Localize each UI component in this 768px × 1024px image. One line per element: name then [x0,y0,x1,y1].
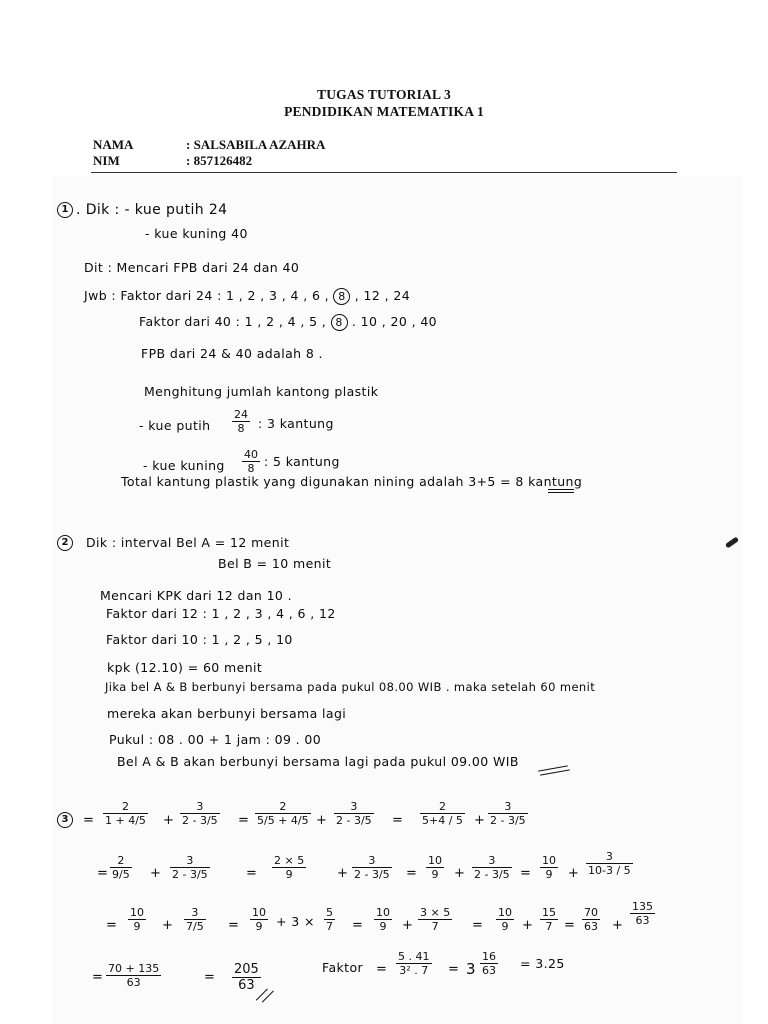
fraction-denominator: 2 - 3/5 [354,868,390,882]
fraction-denominator: 7/5 [186,920,204,934]
equals-sign: = [246,866,257,881]
fraction-denominator: 9 [431,868,439,882]
equals-sign: = [520,866,531,881]
plus-sign: + [150,866,161,881]
q1-dik-line: . Dik : - kue putih 24 [76,202,228,218]
fraction-denominator: 2 - 3/5 [490,814,526,828]
fraction-denominator: 2 - 3/5 [336,814,372,828]
q1-dik-line-2: - kue kuning 40 [145,226,248,241]
fraction [103,800,148,827]
equals-sign: = [564,918,575,933]
fraction-numerator: 24 [234,408,248,421]
fraction [184,906,206,933]
fraction-numerator: 5 [326,906,333,919]
q1-kue-kuning-label: - kue kuning [143,458,225,473]
fraction [255,800,311,827]
q2-pukul-line: Pukul : 08 . 00 + 1 jam : 09 . 00 [109,732,322,747]
fraction [540,854,558,881]
fraction [352,854,392,881]
q1-faktor-24-rest: , 12 , 24 [354,288,411,303]
fraction-denominator: 63 [238,978,255,994]
fraction-numerator: 10 [376,906,390,919]
fraction-numerator: 70 + 135 [108,962,160,975]
fraction-denominator: 8 [237,422,245,436]
fraction-numerator: 2 [117,854,125,867]
equals-sign: = [228,918,239,933]
q1-menghitung: Menghitung jumlah kantong plastik [144,384,379,399]
fraction-denominator: 2 - 3/5 [172,868,208,882]
fraction-denominator: 2 - 3/5 [474,868,510,882]
header-rule [91,172,677,173]
fraction [480,950,498,977]
equals-sign: = [352,918,363,933]
plus-sign: + [474,813,485,828]
fraction-numerator: 15 [542,906,556,919]
fraction [586,850,633,877]
fraction [334,800,374,827]
q2-dik-line: Dik : interval Bel A = 12 menit [86,535,290,550]
fraction-numerator: 10 [428,854,442,867]
q1-fpb-result: FPB dari 24 & 40 adalah 8 . [141,346,323,361]
q2-bel-line: Bel A & B akan berbunyi bersama lagi pada pukul 09.00 WIB [117,754,519,769]
nim-value: : 857126482 [186,153,253,168]
mixed-whole: 3 [466,960,476,978]
fraction-denominator: 8 [247,462,255,476]
fraction [418,906,452,933]
fraction-numerator: 10 [498,906,512,919]
equals-sign: = [448,962,459,977]
fraction-numerator: 2 [438,800,446,813]
fraction-numerator: 2 [279,800,287,813]
fraction [250,906,268,933]
equals-sign: = [376,962,387,977]
fraction-24-8 [232,408,250,435]
equals-sign: = [92,970,103,985]
fraction-40-8 [242,448,260,475]
fraction [582,906,600,933]
nama-value: : SALSABILA AZAHRA [186,137,326,152]
q2-mereka-line: mereka akan berbunyi bersama lagi [107,706,347,721]
equals-sign: = [97,866,108,881]
plus-sign: + [522,918,533,933]
document-title: TUGAS TUTORIAL 3 [317,87,451,102]
plus-sign: + [612,918,623,933]
fraction-numerator: 2 [121,800,129,813]
equals-sign: = [204,970,215,985]
answer-underline-2 [548,492,574,493]
fraction-denominator: 63 [482,964,496,978]
fraction-numerator: 10 [130,906,144,919]
answer-underline [548,489,574,490]
q2-jika-line: Jika bel A & B berbunyi bersama pada pukul 08.00 WIB . maka setelah 60 menit [105,680,596,694]
fraction [324,906,335,933]
document-subtitle: PENDIDIKAN MATEMATIKA 1 [284,104,484,119]
decimal-result: = 3.25 [520,956,565,971]
fraction-denominator: 5+4 / 5 [422,814,463,828]
fraction-denominator: 3² . 7 [399,964,429,978]
fraction-numerator: 10 [252,906,266,919]
q1-kue-putih-result: : 3 kantung [258,416,334,431]
faktor-label: Faktor [322,960,364,975]
fraction-numerator: 3 × 5 [420,906,451,919]
fraction-numerator: 3 [368,854,376,867]
fraction-denominator: 63 [584,920,598,934]
fraction [426,854,444,881]
q2-faktor-12: Faktor dari 12 : 1 , 2 , 3 , 4 , 6 , 12 [106,606,336,621]
fraction-denominator: 9 [545,868,553,882]
q1-faktor-24-text: Jwb : Faktor dari 24 : 1 , 2 , 3 , 4 , 6 , [84,288,330,303]
fraction-numerator: 5 . 41 [398,950,430,963]
plus-sign: + [568,866,579,881]
fraction-numerator: 3 [191,906,199,919]
q1-faktor-40-text: Faktor dari 40 : 1 , 2 , 4 , 5 , [139,314,327,329]
q1-dit-line: Dit : Mencari FPB dari 24 dan 40 [84,260,300,275]
q1-kue-putih-label: - kue putih [139,418,211,433]
q1-faktor-40 [139,314,437,331]
nama-label: NAMA [93,137,134,152]
fraction [630,900,655,927]
fraction [272,854,306,881]
question-number-1: 1 [57,202,73,218]
fraction [128,906,146,933]
fraction [170,854,210,881]
fraction [496,906,514,933]
q1-faktor-24 [84,288,410,305]
fraction [232,962,261,993]
fraction-numerator: 70 [584,906,598,919]
fraction-denominator: 9 [133,920,141,934]
plus-sign: + [162,918,173,933]
fraction-denominator: 9 [285,868,293,882]
fraction [110,854,132,881]
plus-sign: + [337,866,348,881]
fraction-numerator: 16 [482,950,496,963]
q1-total-line: Total kantung plastik yang digunakan nining adalah 3+5 = 8 kantung [121,474,583,489]
plus-sign: + [454,866,465,881]
fraction-denominator: 7 [326,920,333,934]
fraction-numerator: 205 [234,962,259,977]
fraction-numerator: 3 [196,800,204,813]
fraction-denominator: 1 + 4/5 [105,814,146,828]
equals-sign: = [472,918,483,933]
q2-mencari-kpk: Mencari KPK dari 12 dan 10 . [100,588,293,603]
question-number-3: 3 [57,812,73,828]
q2-kpk-result: kpk (12.10) = 60 menit [107,660,263,675]
q1-kue-kuning-result: : 5 kantung [264,454,340,469]
fraction [374,906,392,933]
q2-dik-line-2: Bel B = 10 menit [218,556,332,571]
fraction-denominator: 63 [126,976,141,990]
fraction-denominator: 10-3 / 5 [588,864,631,878]
plus-sign: + [402,918,413,933]
fraction-denominator: 9/5 [112,868,130,882]
fraction-denominator: 7 [545,920,553,934]
equals-sign: = [392,813,403,828]
fraction-denominator: 9 [255,920,263,934]
fraction [488,800,528,827]
fraction-numerator: 2 × 5 [274,854,305,867]
fraction-numerator: 3 [605,850,613,863]
question-number-2: 2 [57,535,73,551]
q2-faktor-10: Faktor dari 10 : 1 , 2 , 5 , 10 [106,632,293,647]
fraction-denominator: 2 - 3/5 [182,814,218,828]
plus-sign: + [163,813,174,828]
equals-sign: = [238,813,249,828]
fraction-denominator: 63 [635,914,650,928]
fraction [472,854,512,881]
circled-common-factor-2: 8 [331,314,348,331]
fraction-numerator: 3 [186,854,194,867]
fraction-denominator: 9 [379,920,387,934]
fraction-numerator: 10 [542,854,556,867]
fraction-numerator: 3 [488,854,496,867]
q1-faktor-40-rest: . 10 , 20 , 40 [351,314,438,329]
plus-three-times: + 3 × [276,914,315,929]
circled-common-factor: 8 [333,288,350,305]
fraction [106,962,161,989]
nim-label: NIM [93,153,120,168]
fraction-numerator: 3 [504,800,512,813]
fraction-denominator: 7 [431,920,439,934]
equals-sign: = [406,866,417,881]
fraction-denominator: 9 [501,920,509,934]
equals-sign: = [83,813,94,828]
fraction-denominator: 5/5 + 4/5 [257,814,309,828]
fraction [420,800,465,827]
fraction [396,950,432,977]
fraction [540,906,558,933]
fraction [180,800,220,827]
equals-sign: = [106,918,117,933]
plus-sign: + [316,813,327,828]
fraction-numerator: 135 [632,900,653,913]
fraction-numerator: 40 [244,448,258,461]
fraction-numerator: 3 [350,800,358,813]
